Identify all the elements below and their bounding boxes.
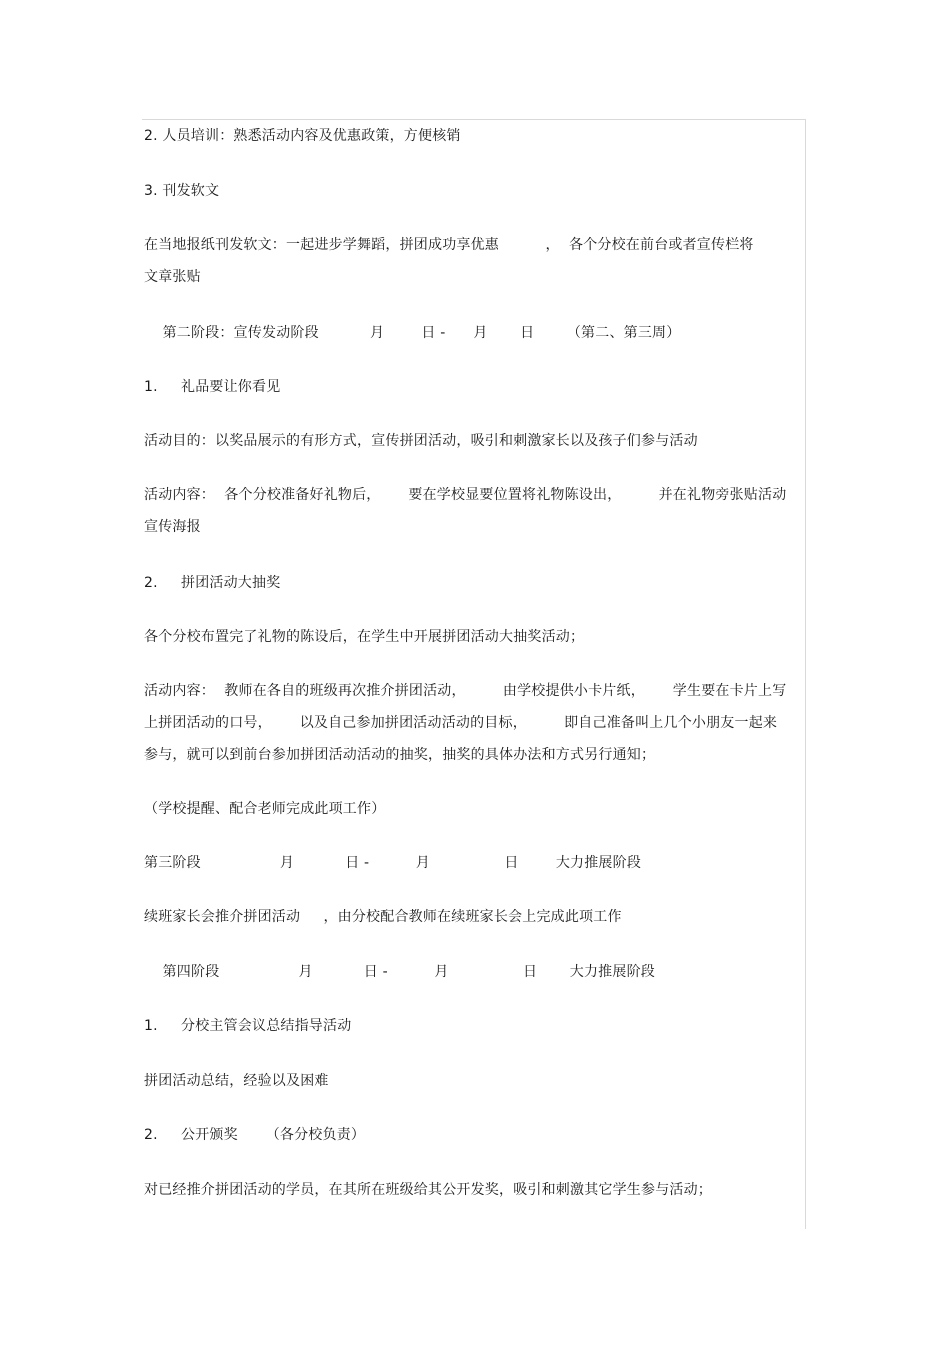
text-line: 活动内容： 各个分校准备好礼物后， 要在学校显要位置将礼物陈设出， 并在礼物旁张贴活动	[144, 487, 787, 503]
text-line: 2. 拼团活动大抽奖	[144, 575, 281, 591]
text-line: （学校提醒、配合老师完成此项工作）	[144, 801, 386, 817]
text-line: 续班家长会推介拼团活动 ，由分校配合教师在续班家长会上完成此项工作	[144, 909, 622, 925]
text-line: 活动目的：以奖品展示的有形方式，宣传拼团活动，吸引和刺激家长以及孩子们参与活动	[144, 433, 698, 449]
page-frame	[142, 119, 806, 1229]
text-line: 2. 人员培训：熟悉活动内容及优惠政策，方便核销	[144, 128, 461, 144]
text-line: 第四阶段 月 日 - 月 日 大力推展阶段	[144, 964, 655, 980]
text-line: 在当地报纸刊发软文：一起进步学舞蹈，拼团成功享优惠 ， 各个分校在前台或者宣传栏将	[144, 237, 754, 253]
text-line: 1. 分校主管会议总结指导活动	[144, 1018, 352, 1034]
text-line: 拼团活动总结，经验以及困难	[144, 1073, 329, 1089]
text-line: 上拼团活动的口号， 以及自己参加拼团活动活动的目标， 即自己准备叫上几个小朋友一起来	[144, 715, 778, 731]
text-line: 对已经推介拼团活动的学员，在其所在班级给其公开发奖，吸引和刺激其它学生参与活动；	[144, 1182, 712, 1198]
text-line: 参与，就可以到前台参加拼团活动活动的抽奖，抽奖的具体办法和方式另行通知；	[144, 747, 656, 763]
text-line: 各个分校布置完了礼物的陈设后，在学生中开展拼团活动大抽奖活动；	[144, 629, 585, 645]
text-line: 第二阶段：宣传发动阶段 月 日 - 月 日 （第二、第三周）	[144, 325, 681, 341]
text-line: 活动内容： 教师在各自的班级再次推介拼团活动， 由学校提供小卡片纸， 学生要在卡片上写	[144, 683, 787, 699]
text-line: 2. 公开颁奖 （各分校负责）	[144, 1127, 366, 1143]
text-line: 1. 礼品要让你看见	[144, 379, 281, 395]
text-line: 文章张贴	[144, 269, 201, 285]
text-line: 宣传海报	[144, 519, 201, 535]
text-line: 第三阶段 月 日 - 月 日 大力推展阶段	[144, 855, 642, 871]
text-line: 3. 刊发软文	[144, 183, 220, 199]
